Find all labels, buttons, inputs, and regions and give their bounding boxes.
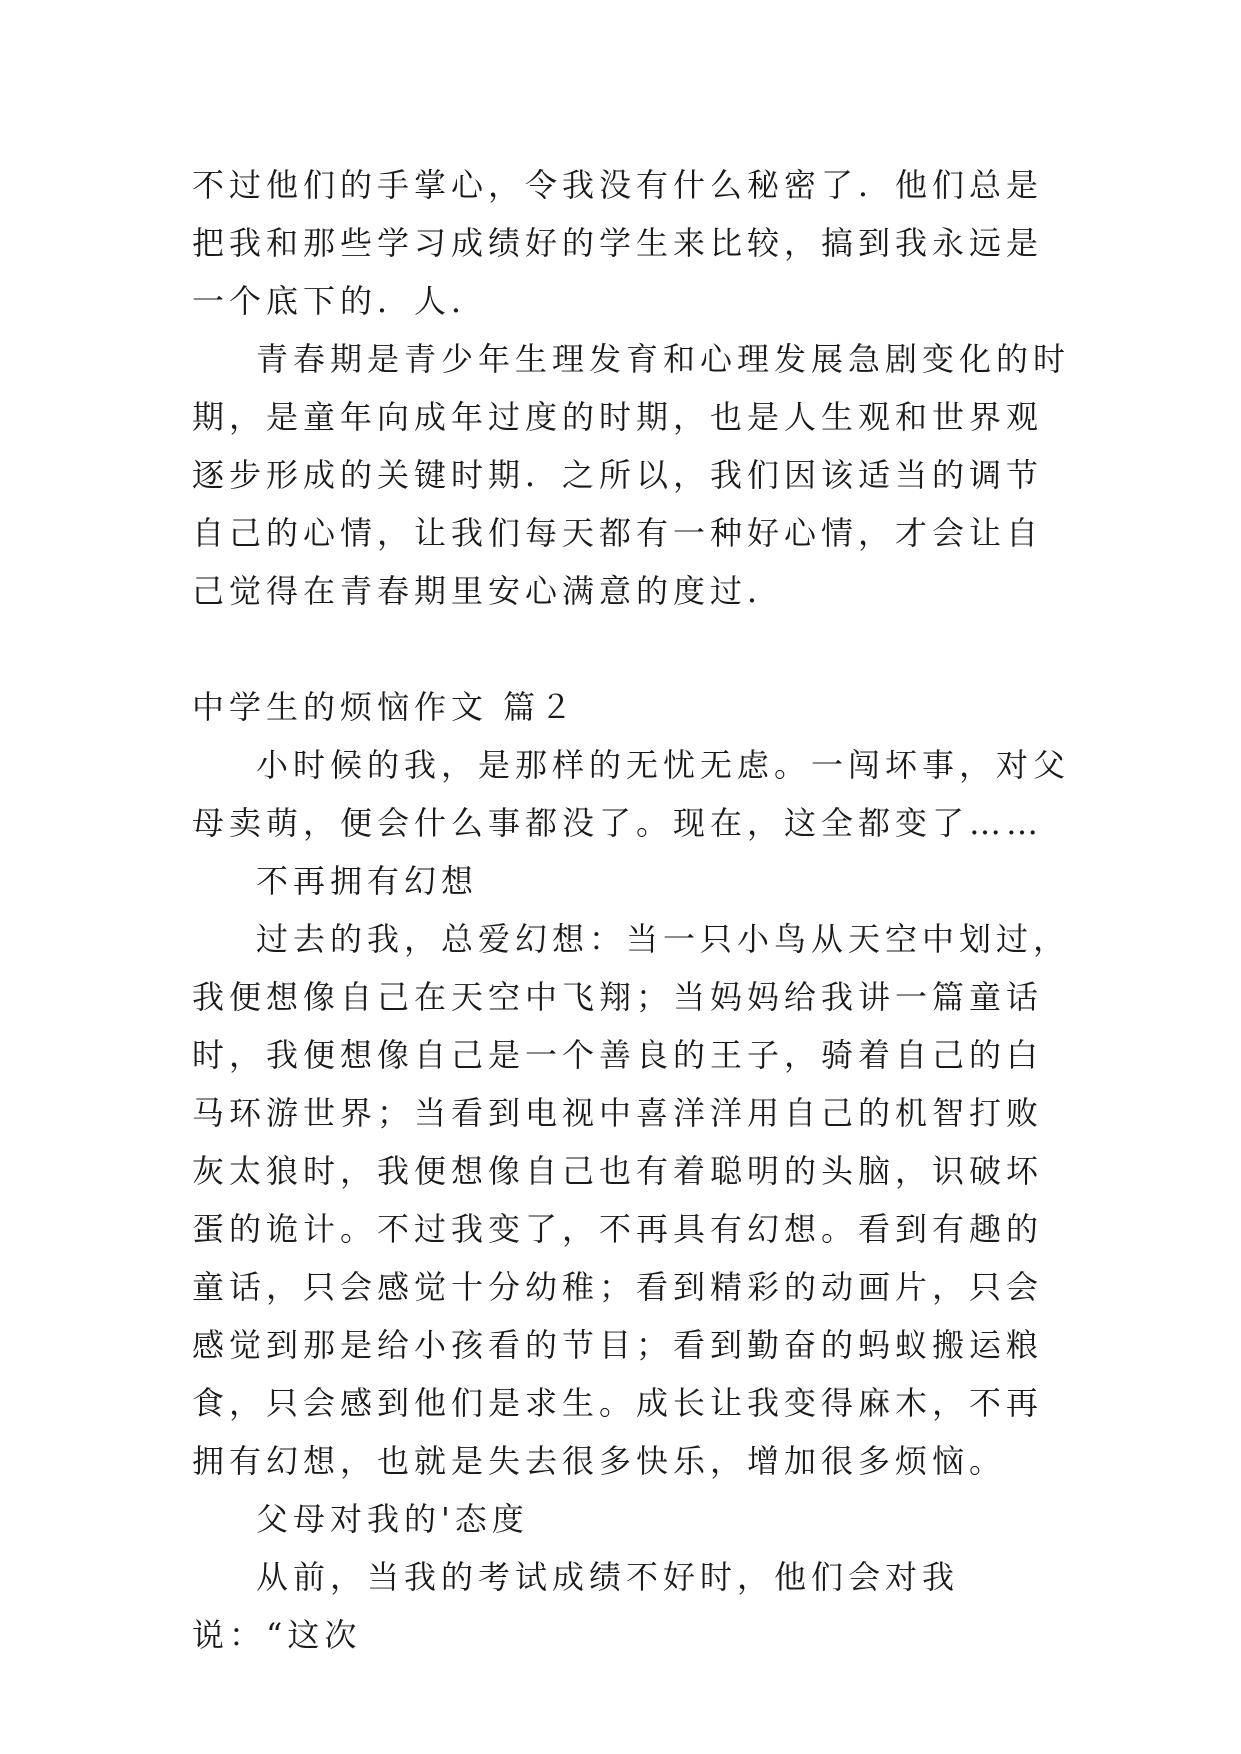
- paragraph-fantasy: 过去的我，总爱幻想：当一只小鸟从天空中划过，我便想像自己在天空中飞翔；当妈妈给我讲一篇童话时，我便想像自己是一个善良的王子，骑着自己的白马环游世界；当看到电视中喜洋洋用自己的机智打败灰太狼时，我便想像自己也有着聪明的头脑，识破坏蛋的诡计。不过我变了，不再具有幻想。看到有趣的童话，只会感觉十分幼稚；看到精彩的动画片，只会感觉到那是给小孩看的节目；看到勤奋的蚂蚁搬运粮食，只会感到他们是求生。成长让我变得麻木，不再拥有幻想，也就是失去很多快乐，增加很多烦恼。: [192, 920, 1071, 1480]
- paragraph-childhood: 小时候的我，是那样的无忧无虑。一闯坏事，对父母卖萌，便会什么事都没了。现在，这全都变了……: [192, 746, 1071, 842]
- paragraph-continued: 不过他们的手掌心，令我没有什么秘密了．他们总是把我和那些学习成绩好的学生来比较，搞到我永远是一个底下的．人．: [192, 166, 1044, 320]
- section-gap: [192, 620, 1072, 678]
- paragraph-exam: 从前，当我的考试成绩不好时，他们会对我说：“这次: [192, 1558, 960, 1654]
- subheading-no-fantasy: 不再拥有幻想: [256, 862, 479, 900]
- subheading-parents-attitude: 父母对我的'态度: [256, 1500, 529, 1538]
- paragraph-adolescence: 青春期是青少年生理发育和心理发展急剧变化的时期，是童年向成年过度的时期，也是人生观和世界观逐步形成的关键时期．之所以，我们因该适当的调节自己的心情，让我们每天都有一种好心情，才会让自己觉得在青春期里安心满意的度过．: [192, 340, 1071, 610]
- section-heading: 中学生的烦恼作文 篇２: [192, 688, 578, 726]
- document-body: [192, 156, 1072, 1664]
